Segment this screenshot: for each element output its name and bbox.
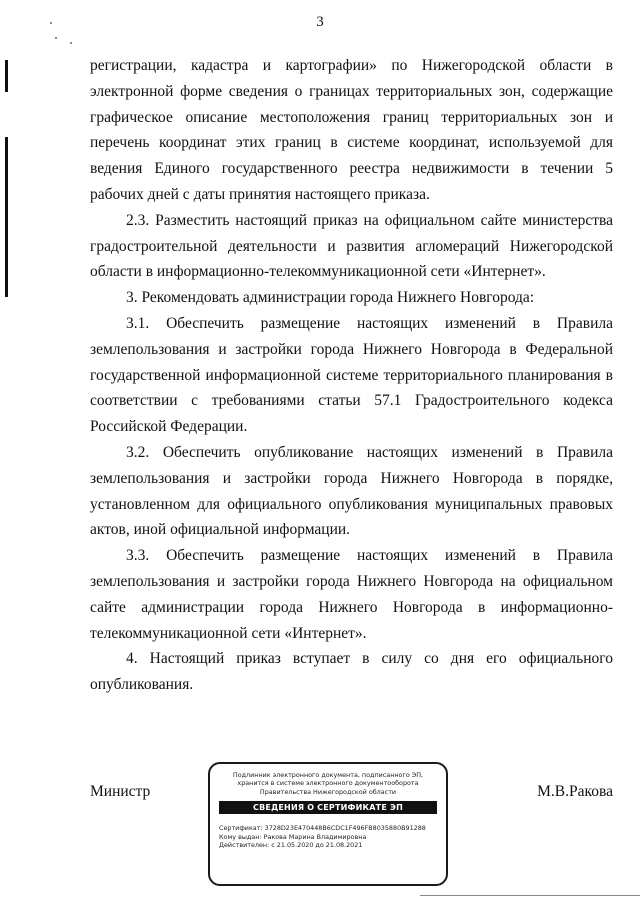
paragraph-3-3: 3.3. Обеспечить размещение настоящих изменений в Правила землепользования и застройки города Нижнего Новгорода на официальном сайте администрации города Нижнего Новгорода в информационно-телекоммуникационной сети «Интернет». (90, 547, 613, 642)
stamp-header: Подлинник электронного документа, подписанного ЭП, хранится в системе электронного документооборота Правительства Нижегородской области (232, 771, 424, 796)
scan-speck (70, 42, 72, 44)
stamp-details (219, 824, 437, 850)
signer-position: Министр (90, 783, 151, 800)
scan-speck (50, 22, 52, 24)
paragraph-continuation: регистрации, кадастра и картографии» по Нижегородской области в электронной форме сведения о границах территориальных зон, содержащие графическое описание местоположения границ территориальных зон и перечень координат этих границ в системе координат, используемой для ведения Единого государственного реестра недвижимости в течении 5 рабочих дней с даты принятия настоящего приказа. (90, 57, 613, 203)
paragraph-3-2: 3.2. Обеспечить опубликование настоящих изменений в Правила землепользования и застройки города Нижнего Новгорода в порядке, установленном для официального опубликования муниципальных правовых актов, иной официальной информации. (90, 443, 613, 539)
paragraph-4: 4. Настоящий приказ вступает в силу со дня его официального опубликования. (90, 650, 613, 694)
scan-margin-mark (5, 137, 8, 297)
stamp-issued-to: Кому выдан: Ракова Марина Владимировна (219, 832, 367, 841)
order-body-text (90, 53, 613, 698)
paragraph-3-1: 3.1. Обеспечить размещение настоящих изменений в Правила землепользования и застройки города Нижнего Новгорода в Федеральной государственной информационной системе территориального планирования в соответствии с требованиями статьи 57.1 Градостроительного кодекса Российской Федерации. (90, 314, 613, 436)
scan-bottom-line (420, 895, 640, 896)
stamp-title: СВЕДЕНИЯ О СЕРТИФИКАТЕ ЭП (219, 801, 437, 814)
scan-speck (55, 37, 57, 39)
e-signature-stamp (208, 762, 448, 886)
stamp-validity: Действителен: с 21.05.2020 до 21.08.2021 (219, 841, 363, 850)
signer-name: М.В.Ракова (537, 783, 613, 800)
paragraph-2-3: 2.3. Разместить настоящий приказ на официальном сайте министерства градостроительной деятельности и развития агломераций Нижегородской области в информационно-телекоммуникационной сети «Интернет». (90, 211, 613, 281)
paragraph-3: 3. Рекомендовать администрации города Нижнего Новгорода: (126, 289, 535, 307)
stamp-certificate: Сертификат: 3728D23E470448B6CDC1F496FB8035880B91288 (219, 824, 426, 833)
scan-margin-mark (5, 60, 8, 92)
page-number: 3 (316, 14, 324, 30)
